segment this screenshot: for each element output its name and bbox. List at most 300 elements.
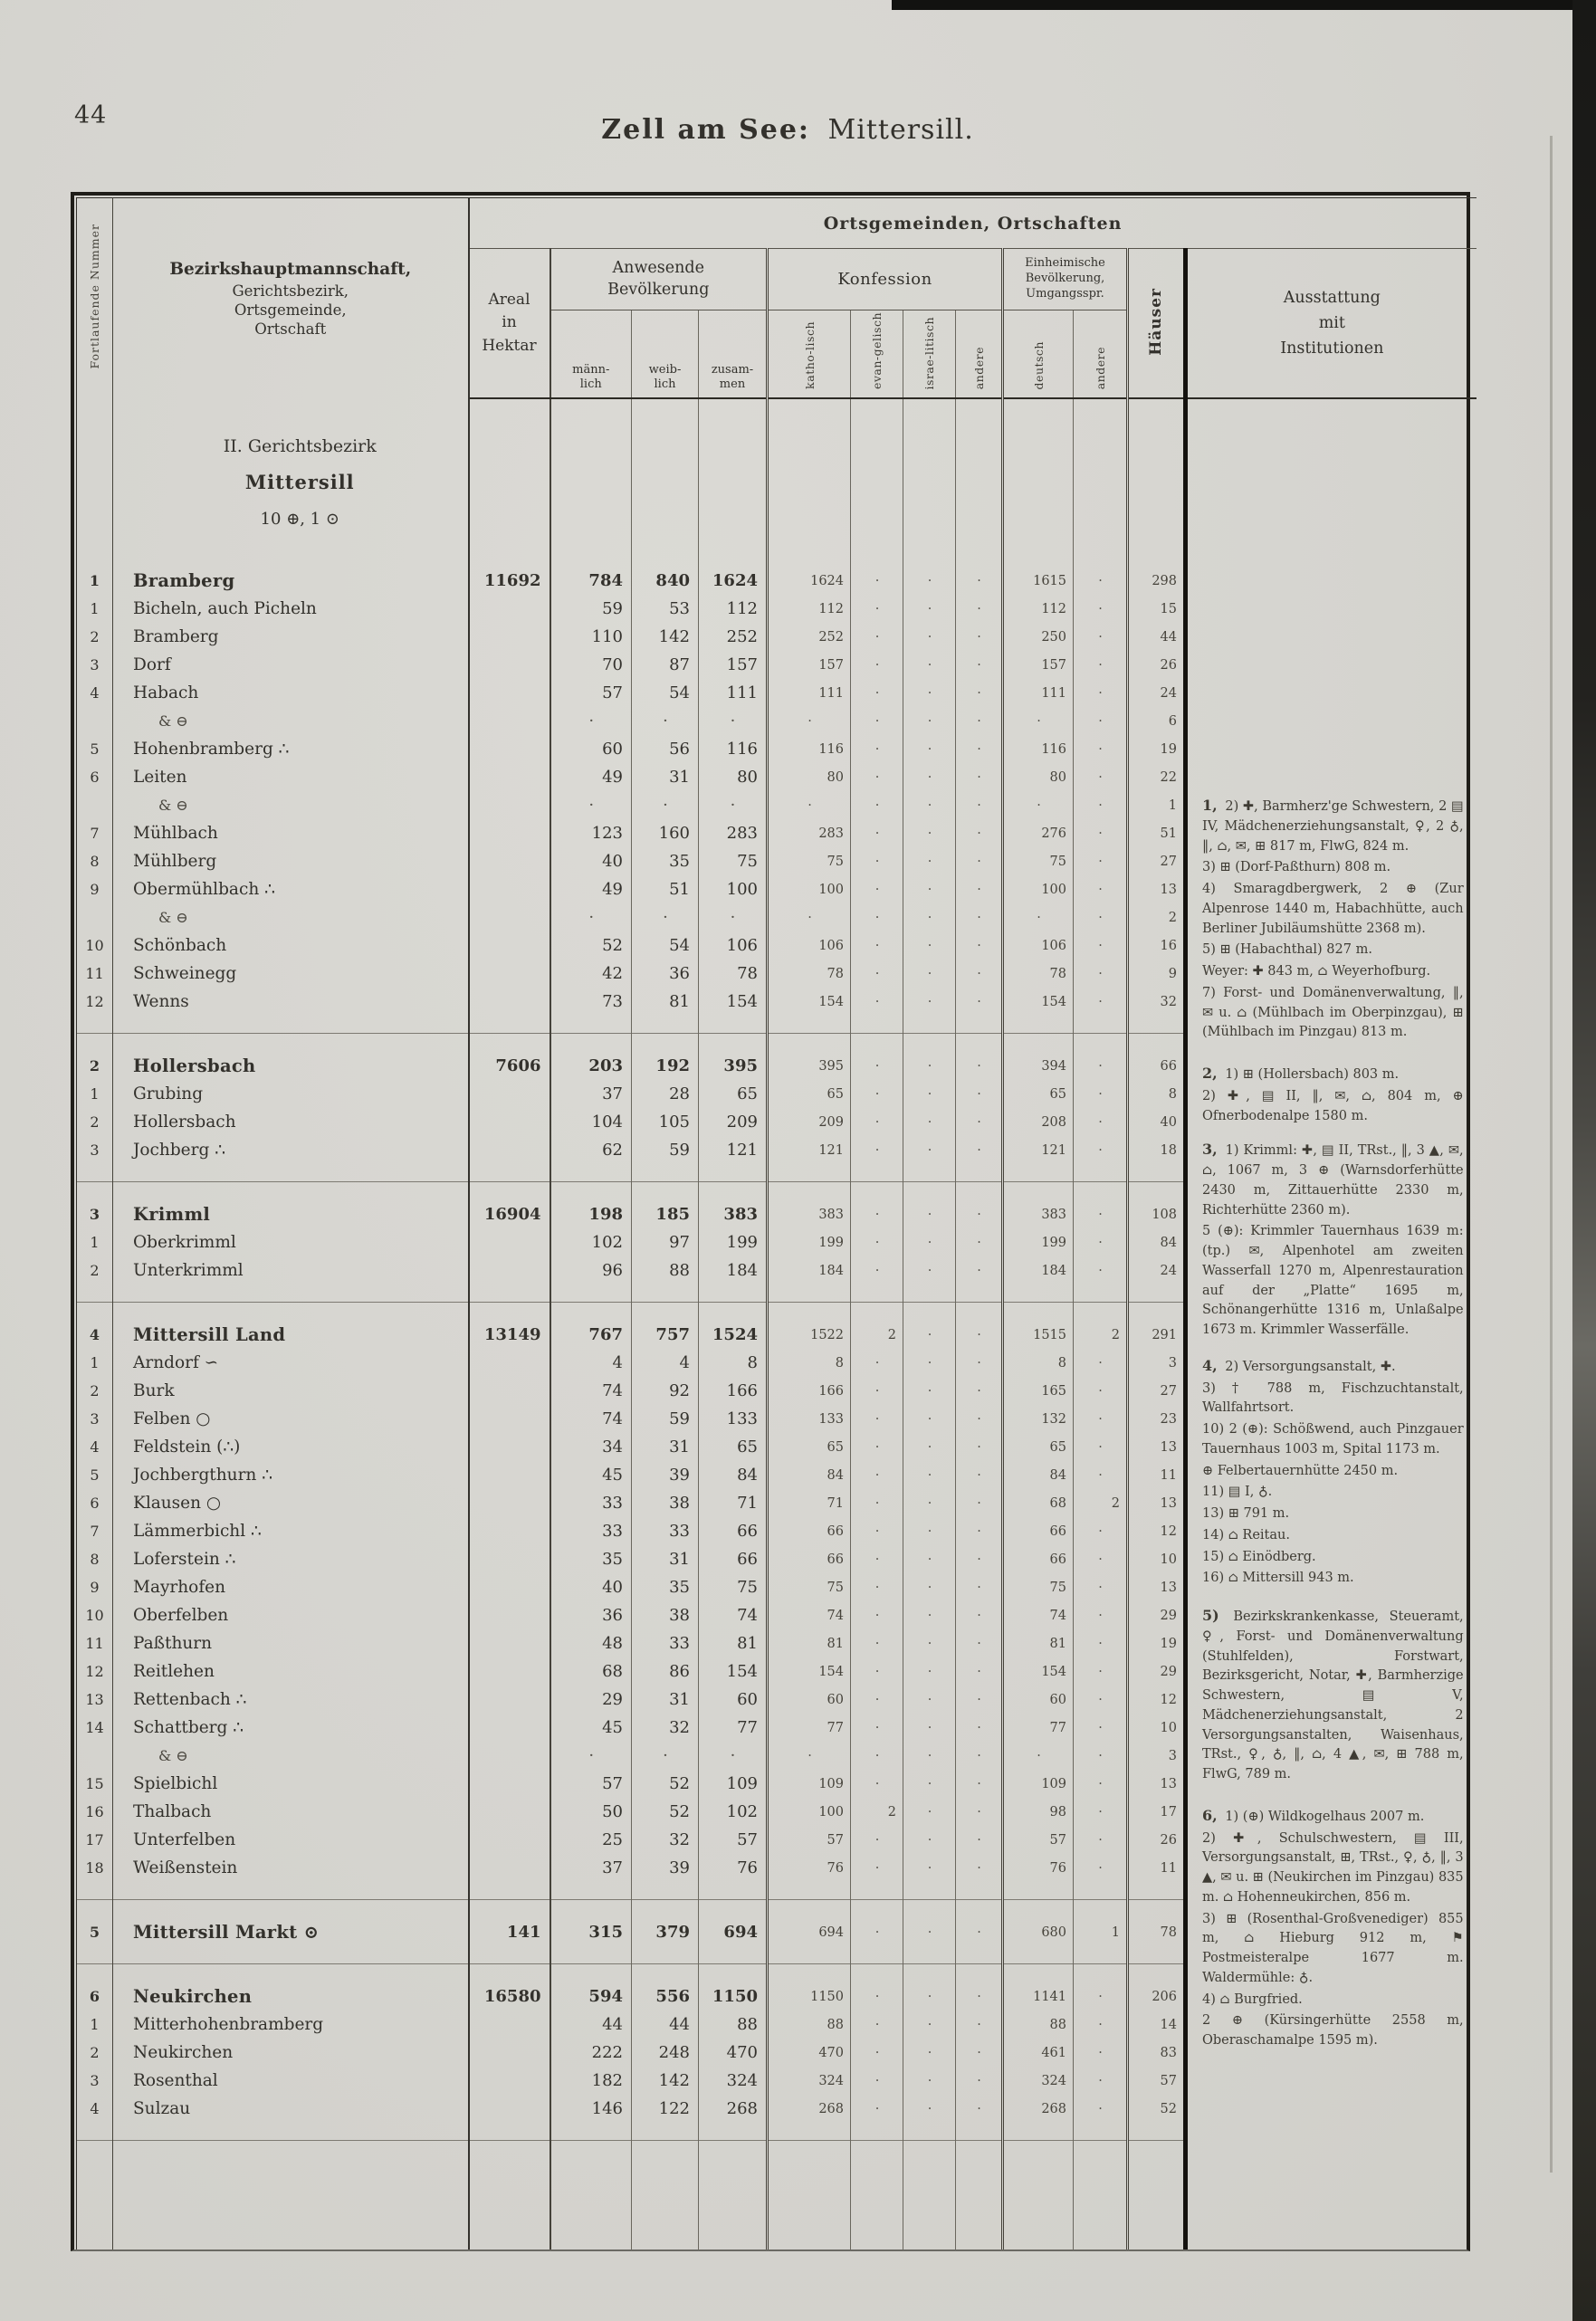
cell-w: 88 [632,1256,699,1285]
cell-nr: 1 [77,567,113,595]
page-number: 44 [74,101,108,129]
cell-k: · [768,791,851,819]
cell-nr: 3 [77,2067,113,2095]
cell-z: 199 [699,1228,768,1256]
cell-w: 33 [632,1629,699,1657]
cell-h: 13 [1128,1433,1186,1461]
cell-a2: 2 [1074,1321,1128,1349]
cell-w: 122 [632,2095,699,2123]
cell-z: 133 [699,1405,768,1433]
cell-nr: 6 [77,1982,113,2011]
note-block [1202,795,1464,1043]
cell-name: Bramberg [113,567,469,595]
cell-e: · [851,1136,903,1164]
cell-areal: 7606 [469,1052,550,1080]
note-paragraph: 13) ⊞ 791 m. [1202,1506,1290,1522]
cell-a2: · [1074,1545,1128,1573]
cell-d: 276 [1003,819,1074,847]
page-title-main: Zell am See: [601,114,810,146]
cell-z: 8 [699,1349,768,1377]
cell-nr: 5 [77,1918,113,1946]
cell-k: 209 [768,1108,851,1136]
cell-k: 383 [768,1200,851,1228]
note-paragraph: 3) † 788 m, Fischzuchtanstalt, Wallfahrtsort. [1202,1380,1464,1416]
separator-cell [113,1164,469,1200]
cell-nr: 6 [77,1489,113,1517]
cell-h: 84 [1128,1228,1186,1256]
cell-nr: 4 [77,1433,113,1461]
cell-z: 75 [699,847,768,875]
note-paragraph: Weyer: ✚ 843 m, ⌂ Weyerhofburg. [1202,964,1431,979]
separator-cell [550,1164,632,1200]
cell-h: 24 [1128,1256,1186,1285]
cell-d: 65 [1003,1433,1074,1461]
cell-e: · [851,1489,903,1517]
cell-w: 51 [632,875,699,903]
cell-h: 9 [1128,960,1186,988]
cell-z: · [699,903,768,931]
cell-name: Neukirchen [113,2039,469,2067]
note-paragraph: 4, 2) Versorgungsanstalt, ✚. [1202,1356,1396,1374]
separator-cell [77,1164,113,1200]
areal-header-line: Hektar [482,336,537,355]
cell-nr: 13 [77,1686,113,1714]
cell-m: 37 [550,1854,632,1882]
cell-e: · [851,1918,903,1946]
note-block [1202,1139,1464,1341]
cell-name: Schweinegg [113,960,469,988]
cell-e: · [851,763,903,791]
cell-a2: · [1074,1405,1128,1433]
cell-a: · [956,1200,1003,1228]
cell-areal [469,791,550,819]
note-paragraph: 10) 2 (⊕): Schößwend, auch Pinzgauer Tauernhaus 1003 m, Spital 1173 m. [1202,1422,1464,1457]
cell-name: Hollersbach [113,1108,469,1136]
cell-e: · [851,2039,903,2067]
scan-edge-right-band [1572,0,1596,2321]
cell-z: 1524 [699,1321,768,1349]
separator-cell [699,1882,768,1918]
cell-d: 121 [1003,1136,1074,1164]
cell-e: · [851,1629,903,1657]
cell-a2: · [1074,1052,1128,1080]
cell-k: 100 [768,1798,851,1826]
cell-a: · [956,1742,1003,1770]
cell-h: 24 [1128,679,1186,707]
separator-cell [77,1882,113,1918]
cell-k: 166 [768,1377,851,1405]
cell-k: 111 [768,679,851,707]
cell-nr: 3 [77,1200,113,1228]
section-title [133,436,467,529]
cell-d: 109 [1003,1770,1074,1798]
cell-z: 383 [699,1200,768,1228]
cell-z: 268 [699,2095,768,2123]
cell-a: · [956,988,1003,1016]
cell-name: Neukirchen [113,1982,469,2011]
cell-d: 250 [1003,623,1074,651]
cell-a: · [956,567,1003,595]
cell-nr: 14 [77,1714,113,1742]
cell-m: 52 [550,931,632,960]
cell-nr: 4 [77,2095,113,2123]
cell-areal [469,1433,550,1461]
cell-z: 470 [699,2039,768,2067]
cell-i: · [903,1517,956,1545]
cell-nr [77,398,113,567]
cell-nr: 2 [77,2039,113,2067]
cell-m: 50 [550,1798,632,1826]
cell-name: Mitterhohenbramberg [113,2011,469,2039]
note-paragraph: 3) ⊞ (Dorf-Paßthurn) 808 m. [1202,860,1391,875]
cell-d: · [1003,791,1074,819]
cell-k: 1624 [768,567,851,595]
cell-nr: 12 [77,988,113,1016]
cell-i: · [903,1052,956,1080]
note-paragraph: 4) ⌂ Burgfried. [1202,1991,1303,2007]
cell-d: 98 [1003,1798,1074,1826]
german-label: deutsch [1031,340,1046,390]
cell-w: 36 [632,960,699,988]
cell-name: Mühlberg [113,847,469,875]
cell-nr: 5 [77,735,113,763]
cell-name: Dorf [113,651,469,679]
cell-h: 10 [1128,1714,1186,1742]
cell-a2: · [1074,567,1128,595]
cell-areal [469,875,550,903]
separator-cell [77,1016,113,1052]
separator-cell [903,1882,956,1918]
filler-cell [550,2159,632,2249]
cell-e: · [851,1545,903,1573]
cell-a2: · [1074,2095,1128,2123]
cell-nr: 2 [77,623,113,651]
section-title-line: Mittersill [244,471,355,494]
cell-k [768,398,851,567]
cell-a2: · [1074,595,1128,623]
cell-name: Oberkrimml [113,1228,469,1256]
cell-w: 31 [632,1686,699,1714]
cell-a2: · [1074,707,1128,735]
cell-w: 31 [632,763,699,791]
cell-e: · [851,1052,903,1080]
filler-cell [903,2159,956,2249]
note-paragraph: 5 (⊕): Krimmler Tauernhaus 1639 m: (tp.) ✉, Alpenhotel am zweiten Wasserfall 1270 m, Alpenrestauration auf der „Platte“ 1695 m, Schönangerhütte 1316 m, Unlaßalpe 1673 m. Krimmler Wasserfälle. [1202,1224,1464,1338]
note-paragraph: 1, 2) ✚, Barmherz'ge Schwestern, 2 ▤ IV, Mädchenerziehungsanstalt, ♀, 2 ♁, ‖, ⌂, ✉, ⊞ 817 m, FlwG, 824 m. [1202,797,1464,854]
separator-cell [632,1164,699,1200]
table-body [77,398,1477,2249]
cell-m: 57 [550,679,632,707]
cell-z: 283 [699,819,768,847]
cell-nr: 18 [77,1854,113,1882]
cell-a: · [956,2095,1003,2123]
cell-nr: 7 [77,1517,113,1545]
cell-name: Grubing [113,1080,469,1108]
cell-w: 248 [632,2039,699,2067]
cell-w: 54 [632,679,699,707]
cell-z: · [699,1742,768,1770]
cell-m: 45 [550,1461,632,1489]
cell-h: 29 [1128,1657,1186,1686]
cell-z: 60 [699,1686,768,1714]
cell-name: Mühlbach [113,819,469,847]
cell-d: 75 [1003,1573,1074,1601]
cell-m: 110 [550,623,632,651]
cell-d: 75 [1003,847,1074,875]
cell-e: · [851,1573,903,1601]
cell-a: · [956,2067,1003,2095]
separator-cell [1074,1882,1128,1918]
cell-k: · [768,903,851,931]
cell-d: 65 [1003,1080,1074,1108]
table-header [77,198,1477,399]
cell-areal [469,1854,550,1882]
cell-nr: 4 [77,679,113,707]
cell-h: 23 [1128,1405,1186,1433]
cell-m [550,398,632,567]
cell-areal [469,1742,550,1770]
section-header-cell [113,398,469,567]
cell-areal [469,1629,550,1657]
cell-a: · [956,1108,1003,1136]
cell-h: 2 [1128,903,1186,931]
cell-w: 92 [632,1377,699,1405]
cell-a: · [956,1573,1003,1601]
cell-a: · [956,1686,1003,1714]
cell-h: 206 [1128,1982,1186,2011]
separator-cell [632,1882,699,1918]
cell-m: · [550,903,632,931]
cell-areal [469,931,550,960]
separator-cell [1003,1946,1074,1982]
cell-w: 87 [632,651,699,679]
cell-a: · [956,763,1003,791]
filler-cell [632,2159,699,2249]
cell-m: 49 [550,763,632,791]
cell-w: 192 [632,1052,699,1080]
cell-e: · [851,1228,903,1256]
houses-label: Häuser [1147,287,1165,356]
cell-k: 60 [768,1686,851,1714]
cell-m: · [550,791,632,819]
cell-k: 109 [768,1770,851,1798]
column-header-german [1003,310,1074,399]
cell-i: · [903,1377,956,1405]
cell-areal [469,1714,550,1742]
cell-e: · [851,1461,903,1489]
separator-cell [903,1946,956,1982]
cell-e: · [851,1405,903,1433]
female-header-line: lich [654,377,676,391]
cell-areal [469,1136,550,1164]
cell-k: · [768,1742,851,1770]
cell-a: · [956,1377,1003,1405]
cell-m: 60 [550,735,632,763]
filler-cell [1128,2159,1186,2249]
separator-cell [768,1882,851,1918]
cell-i: · [903,2039,956,2067]
cell-a2: · [1074,623,1128,651]
cell-a2: · [1074,1461,1128,1489]
cell-z: 184 [699,1256,768,1285]
cell-areal [469,1080,550,1108]
note-paragraph: 6, 1) (⊕) Wildkogelhaus 2007 m. [1202,1806,1425,1824]
note-paragraph: 5) Bezirkskrankenkasse, Steueramt, ♀, Forst- und Domänenverwaltung (Stuhlfelden), Forstwart, Bezirksgericht, Notar, ✚, Barmherzige Schwestern, ▤ V, Mädchenerziehungsanstalt, 2 Versorgungsanstalten, Waisenhaus, TRst., ♀, ♁, ‖, ⌂, 4 ▲, ✉, ⊞ 788 m, FlwG, 789 m. [1202,1607,1464,1782]
cell-i: · [903,1573,956,1601]
cell-z: 74 [699,1601,768,1629]
population-header-line: Bevölkerung [607,280,710,299]
cell-m: 59 [550,595,632,623]
note-paragraph: 5) ⊞ (Habachthal) 827 m. [1202,942,1372,958]
separator-cell [1003,1285,1074,1321]
cell-m: 42 [550,960,632,988]
cell-d: 57 [1003,1826,1074,1854]
cell-i: · [903,819,956,847]
filler-cell [699,2159,768,2249]
cell-z: 81 [699,1629,768,1657]
cell-areal [469,847,550,875]
cell-a: · [956,791,1003,819]
cell-a: · [956,1405,1003,1433]
cell-w: 97 [632,1228,699,1256]
cell-w: 35 [632,847,699,875]
cell-e: · [851,1601,903,1629]
cell-i: · [903,1136,956,1164]
cell-name: Felben ○ [113,1405,469,1433]
cell-e: · [851,1517,903,1545]
cell-nr: 11 [77,1629,113,1657]
cell-i: · [903,847,956,875]
cell-a2: · [1074,1108,1128,1136]
separator-cell [77,2123,113,2159]
cell-k: 8 [768,1349,851,1377]
cell-z: 77 [699,1714,768,1742]
place-header-line: Ortsgemeinde, [234,301,347,319]
cell-a2: · [1074,1629,1128,1657]
cell-a: · [956,847,1003,875]
cell-areal [469,1405,550,1433]
cell-i [903,398,956,567]
institutions-header-line: Ausstattung [1283,289,1381,308]
cell-d: 324 [1003,2067,1074,2095]
cell-h: 8 [1128,1080,1186,1108]
cell-w: 38 [632,1489,699,1517]
cell-w: 38 [632,1601,699,1629]
cell-m: 784 [550,567,632,595]
cell-z: 66 [699,1517,768,1545]
cell-a2: · [1074,1770,1128,1798]
cell-a2: · [1074,2039,1128,2067]
jewish-label: israe-litisch [922,316,936,390]
protestant-label: evan-gelisch [870,312,884,390]
cell-k: 121 [768,1136,851,1164]
cell-a: · [956,931,1003,960]
institutions-header-line: Institutionen [1280,339,1384,358]
cell-i: · [903,1080,956,1108]
cell-e: · [851,707,903,735]
cell-areal [469,1517,550,1545]
cell-nr: 1 [77,595,113,623]
cell-d: 8 [1003,1349,1074,1377]
cell-name: Lämmerbichl ∴ [113,1517,469,1545]
cell-z: 57 [699,1826,768,1854]
cell-d: 394 [1003,1052,1074,1080]
cell-d: 268 [1003,2095,1074,2123]
cell-a: · [956,1601,1003,1629]
cell-m: 203 [550,1052,632,1080]
catholic-label: katho-lisch [802,321,817,390]
cell-name: Loferstein ∴ [113,1545,469,1573]
separator-cell [956,1946,1003,1982]
cell-d: 184 [1003,1256,1074,1285]
cell-name: & ⊖ [113,1742,469,1770]
cell-a2: · [1074,1200,1128,1228]
cell-e: · [851,2095,903,2123]
cell-k: 283 [768,819,851,847]
cell-m: 198 [550,1200,632,1228]
cell-m: 74 [550,1405,632,1433]
cell-a2: · [1074,1349,1128,1377]
cell-e: · [851,1377,903,1405]
cell-nr: 2 [77,1377,113,1405]
cell-h: 11 [1128,1854,1186,1882]
cell-m: 146 [550,2095,632,2123]
cell-i: · [903,1657,956,1686]
running-number-label: Fortlaufende Nummer [88,224,101,369]
cell-k: 154 [768,988,851,1016]
cell-k: 65 [768,1433,851,1461]
cell-w: 81 [632,988,699,1016]
cell-a: · [956,1052,1003,1080]
cell-a: · [956,875,1003,903]
cell-name: Bicheln, auch Picheln [113,595,469,623]
cell-i: · [903,1228,956,1256]
cell-h: 19 [1128,735,1186,763]
cell-d: 106 [1003,931,1074,960]
cell-h: 32 [1128,988,1186,1016]
cell-a2: · [1074,1228,1128,1256]
cell-m: 73 [550,988,632,1016]
cell-h: 52 [1128,2095,1186,2123]
female-header-line: weib- [648,362,682,377]
cell-a2: · [1074,1742,1128,1770]
cell-d: 81 [1003,1629,1074,1657]
cell-nr: 1 [77,1228,113,1256]
cell-areal [469,1256,550,1285]
cell-k: 57 [768,1826,851,1854]
cell-h: 12 [1128,1686,1186,1714]
cell-e: · [851,931,903,960]
cell-h: 6 [1128,707,1186,735]
cell-e: · [851,623,903,651]
cell-w: 379 [632,1918,699,1946]
separator-cell [1003,1164,1074,1200]
cell-h: 108 [1128,1200,1186,1228]
cell-nr: 15 [77,1770,113,1798]
cell-nr [77,903,113,931]
cell-a2: · [1074,1826,1128,1854]
cell-d: 111 [1003,679,1074,707]
separator-cell [851,1164,903,1200]
cell-e: · [851,1826,903,1854]
cell-k: 268 [768,2095,851,2123]
place-header-line: Bezirkshauptmannschaft, [169,259,412,279]
cell-m: 62 [550,1136,632,1164]
cell-w: 4 [632,1349,699,1377]
cell-a2: · [1074,735,1128,763]
separator-cell [632,1016,699,1052]
cell-k: 75 [768,847,851,875]
